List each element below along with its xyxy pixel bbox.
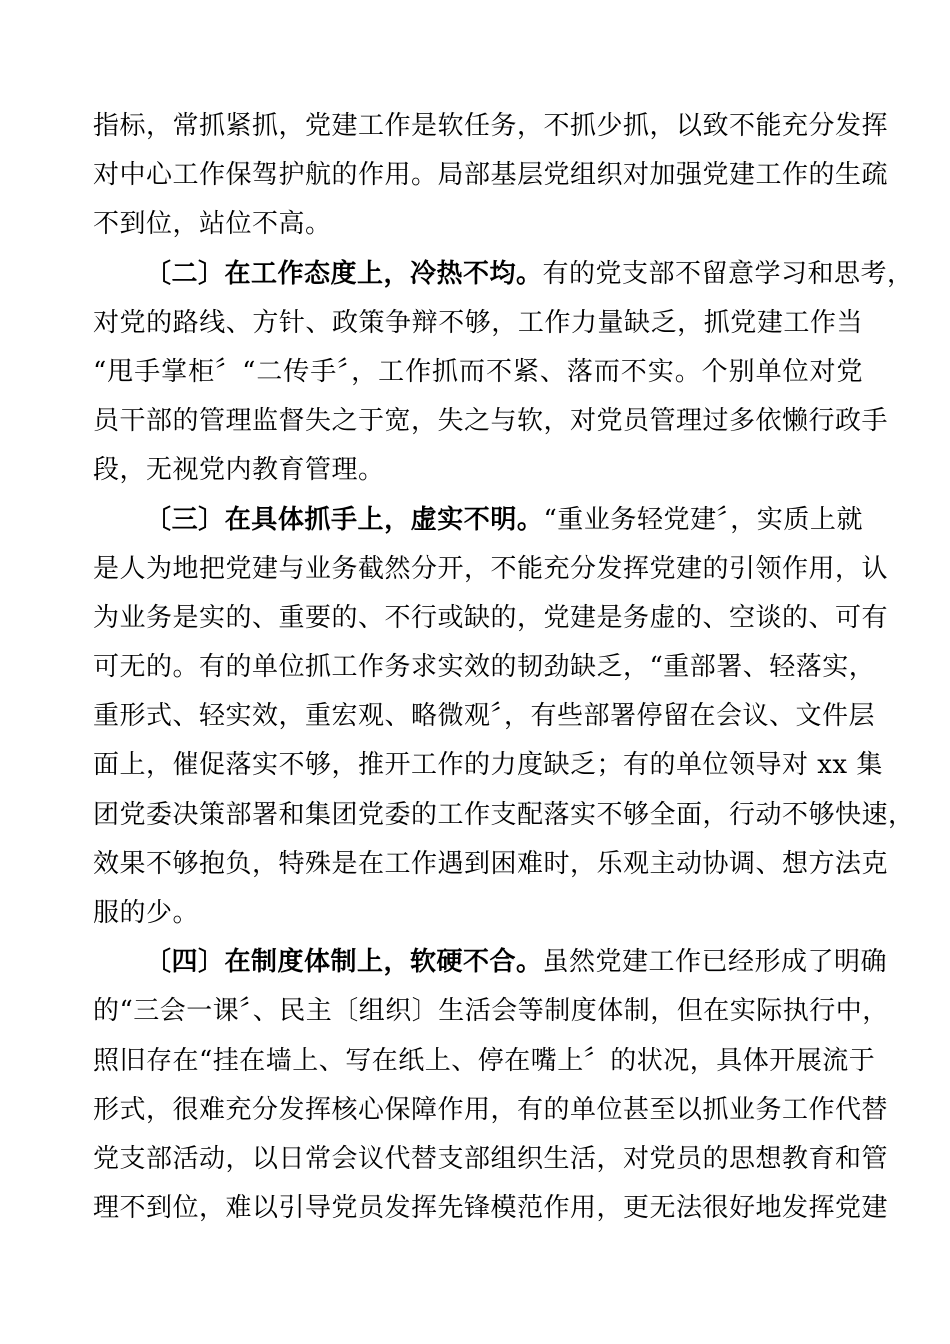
section-heading: 〔三〕在具体抓手上，虚实不明。 (145, 504, 544, 535)
section-paragraph-4 (93, 938, 889, 1233)
text-line: 段，无视党内教育管理。 (93, 455, 385, 486)
section-paragraph-2 (93, 250, 914, 496)
text-line: 服的少。 (93, 898, 200, 928)
paragraph-first-line (93, 496, 863, 545)
paragraph-first-line (93, 938, 888, 987)
text-line: 是人为地把党建与业务截然分开，不能充分发挥党建的引领作用，认 (93, 553, 889, 584)
text-line: 照旧存在“挂在墙上、写在纸上、停在嘴上〞的状况，具体开展流于 (93, 1045, 876, 1076)
text-line: 对中心工作保驾护航的作用。局部基层党组织对加强党建工作的生疏 (93, 160, 889, 191)
text-line: 面上，催促落实不够，推开工作的力度缺乏；有的单位领导对 xx 集 (93, 750, 883, 781)
text-line: 员干部的管理监督失之于宽，失之与软，对党员管理过多依懒行政手 (93, 406, 889, 437)
section-heading: 〔二〕在工作态度上，冷热不均。 (145, 258, 543, 289)
text-line: 党支部活动，以日常会议代替支部组织生活，对党员的思想教育和管 (93, 1143, 889, 1174)
section-paragraph-3 (93, 496, 915, 939)
section-text: 有的党支部不留意学习和思考， (542, 258, 914, 289)
text-line: 效果不够抱负，特殊是在工作遇到困难时，乐观主动协调、想方法克 (93, 848, 889, 879)
text-line: 为业务是实的、重要的、不行或缺的，党建是务虚的、空谈的、可有 (93, 602, 889, 633)
section-text: 虽然党建工作已经形成了明确 (542, 947, 888, 978)
section-heading: 〔四〕在制度体制上，软硬不合。 (145, 947, 543, 978)
text-line: 不到位，站位不高。 (93, 209, 332, 240)
text-line: 理不到位，难以引导党员发挥先锋模范作用，更无法很好地发挥党建 (93, 1193, 889, 1224)
intro-paragraph (93, 102, 889, 250)
text-line: 形式，很难充分发挥核心保障作用，有的单位甚至以抓业务工作代替 (93, 1094, 889, 1125)
text-line: “甩手掌柜〞“二传手〞，工作抓而不紧、落而不实。个别单位对党 (93, 356, 863, 387)
document-body (93, 102, 915, 1233)
text-line: 可无的。有的单位抓工作务求实效的韧劲缺乏，“重部署、轻落实， (93, 652, 876, 683)
text-line: 指标，常抓紧抓，党建工作是软任务，不抓少抓，以致不能充分发挥 (93, 111, 889, 141)
text-line: 重形式、轻实效，重宏观、略微观〞，有些部署停留在会议、文件层 (93, 701, 876, 732)
text-line: 团党委决策部署和集团党委的工作支配落实不够全面，行动不够快速， (93, 799, 915, 830)
text-line: 的“三会一课〞、民主〔组织〕生活会等制度体制，但在实际执行中， (93, 996, 889, 1027)
paragraph-first-line (93, 250, 914, 299)
text-line: 对党的路线、方针、政策争辩不够，工作力量缺乏，抓党建工作当 (93, 307, 863, 338)
section-text: “重业务轻党建〞，实质上就 (543, 504, 863, 535)
